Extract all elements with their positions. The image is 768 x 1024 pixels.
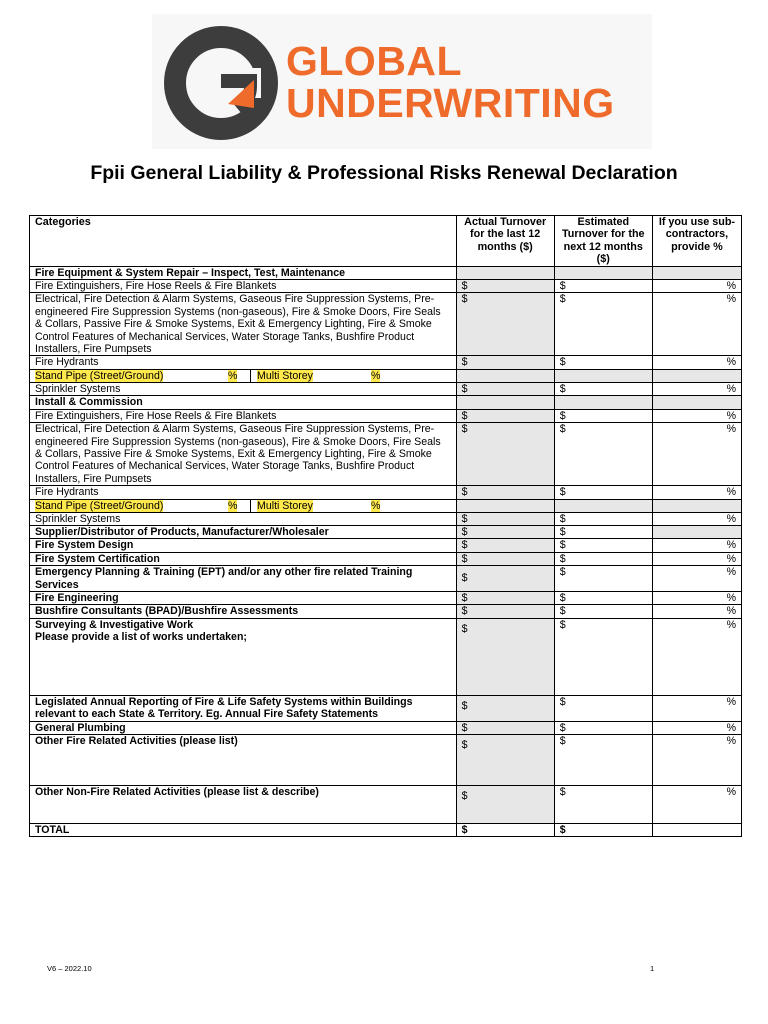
multi-storey-label: Multi Storey bbox=[257, 369, 313, 382]
category-label: Legislated Annual Reporting of Fire & Life Safety Systems within Buildings relevant to each State & Territory. Eg. Annual Fire Safety Statements bbox=[30, 695, 457, 721]
estimated-field[interactable]: $ bbox=[554, 512, 652, 525]
table-row bbox=[30, 566, 742, 592]
category-label: Sprinkler Systems bbox=[30, 382, 457, 395]
stand-pipe-label: Stand Pipe (Street/Ground) bbox=[35, 369, 164, 382]
estimated-field[interactable]: $ bbox=[554, 605, 652, 618]
estimated-field[interactable]: $ bbox=[554, 695, 652, 721]
global-underwriting-logo-icon bbox=[162, 24, 280, 142]
subcontractor-field[interactable]: % bbox=[652, 486, 741, 499]
category-label: General Plumbing bbox=[30, 721, 457, 734]
subcontractor-field[interactable]: % bbox=[652, 605, 741, 618]
actual-field[interactable]: $ bbox=[456, 605, 554, 618]
company-logo bbox=[152, 14, 652, 149]
actual-field[interactable]: $ bbox=[456, 512, 554, 525]
total-estimated-field[interactable]: $ bbox=[554, 824, 652, 837]
estimated-field[interactable]: $ bbox=[554, 721, 652, 734]
actual-field[interactable]: $ bbox=[456, 786, 554, 824]
table-row bbox=[30, 356, 742, 369]
table-row bbox=[30, 591, 742, 604]
estimated-field[interactable]: $ bbox=[554, 786, 652, 824]
estimated-field[interactable]: $ bbox=[554, 552, 652, 565]
category-label: Fire Hydrants bbox=[30, 356, 457, 369]
table-row bbox=[30, 552, 742, 565]
section-label: Install & Commission bbox=[30, 396, 457, 409]
subcontractor-field[interactable]: % bbox=[652, 539, 741, 552]
table-row bbox=[30, 618, 742, 695]
subcontractor-field[interactable]: % bbox=[652, 695, 741, 721]
table-row bbox=[30, 735, 742, 786]
table-row bbox=[30, 382, 742, 395]
actual-field[interactable]: $ bbox=[456, 735, 554, 786]
estimated-field[interactable]: $ bbox=[554, 735, 652, 786]
version-label: V6 – 2022.10 bbox=[47, 964, 92, 973]
actual-field[interactable]: $ bbox=[456, 552, 554, 565]
subcontractor-field[interactable]: % bbox=[652, 280, 741, 293]
actual-field[interactable]: $ bbox=[456, 486, 554, 499]
subcontractor-field[interactable]: % bbox=[652, 423, 741, 486]
table-row bbox=[30, 512, 742, 525]
actual-field[interactable]: $ bbox=[456, 356, 554, 369]
multi-storey-percent-field[interactable]: % bbox=[371, 369, 381, 382]
actual-field[interactable]: $ bbox=[456, 409, 554, 422]
surveying-label: Surveying & Investigative Work bbox=[35, 618, 194, 631]
header-categories: Categories bbox=[30, 216, 457, 267]
subcontractor-field[interactable]: % bbox=[652, 591, 741, 604]
actual-field[interactable]: $ bbox=[456, 280, 554, 293]
table-row bbox=[30, 695, 742, 721]
header-actual-turnover: Actual Turnover for the last 12 months ($) bbox=[456, 216, 554, 267]
section-row bbox=[30, 396, 742, 409]
category-label bbox=[30, 618, 457, 695]
category-label: Fire System Design bbox=[30, 539, 457, 552]
category-label: Electrical, Fire Detection & Alarm Systems, Gaseous Fire Suppression Systems, Pre-engineered Fire Suppression Systems (non-gaseous), Fire & Smoke Doors, Fire Seals & Collars, Passive Fire & Smoke Systems, Exit & Emergency Lighting, Fire & Smoke Control Features of Mechanical Services, Water Storage Tanks, Bushfire Product Installers, Fire Pumpsets bbox=[30, 293, 457, 356]
table-row bbox=[30, 293, 742, 356]
actual-field[interactable]: $ bbox=[456, 591, 554, 604]
page-number: 1 bbox=[650, 964, 655, 973]
category-label: Sprinkler Systems bbox=[30, 512, 457, 525]
estimated-field[interactable]: $ bbox=[554, 591, 652, 604]
table-header-row bbox=[30, 216, 742, 267]
actual-field[interactable]: $ bbox=[456, 566, 554, 592]
estimated-field[interactable]: $ bbox=[554, 382, 652, 395]
category-label: Fire Extinguishers, Fire Hose Reels & Fire Blankets bbox=[30, 409, 457, 422]
table-row bbox=[30, 423, 742, 486]
estimated-field[interactable]: $ bbox=[554, 566, 652, 592]
estimated-field[interactable]: $ bbox=[554, 486, 652, 499]
table-row bbox=[30, 525, 742, 538]
table-row bbox=[30, 721, 742, 734]
table-row bbox=[30, 539, 742, 552]
header-estimated-turnover: Estimated Turnover for the next 12 months ($) bbox=[554, 216, 652, 267]
surveying-note: Please provide a list of works undertaken; bbox=[35, 631, 247, 644]
table-row bbox=[30, 786, 742, 824]
category-label: Fire System Certification bbox=[30, 552, 457, 565]
subcontractor-field[interactable]: % bbox=[652, 356, 741, 369]
stand-pipe-row bbox=[30, 369, 742, 382]
actual-field[interactable]: $ bbox=[456, 423, 554, 486]
actual-field[interactable]: $ bbox=[456, 525, 554, 538]
subcontractor-field[interactable]: % bbox=[652, 552, 741, 565]
category-label: Other Non-Fire Related Activities (please list & describe) bbox=[30, 786, 457, 824]
estimated-field[interactable]: $ bbox=[554, 423, 652, 486]
table-row bbox=[30, 486, 742, 499]
actual-field[interactable]: $ bbox=[456, 695, 554, 721]
subcontractor-field[interactable]: % bbox=[652, 512, 741, 525]
estimated-field[interactable]: $ bbox=[554, 280, 652, 293]
multi-storey-label: Multi Storey bbox=[257, 499, 313, 512]
subcontractor-field[interactable]: % bbox=[652, 735, 741, 786]
stand-pipe-percent-field[interactable]: % bbox=[228, 499, 238, 512]
category-label: Supplier/Distributor of Products, Manufacturer/Wholesaler bbox=[30, 525, 457, 538]
subcontractor-field[interactable]: % bbox=[652, 786, 741, 824]
total-label: TOTAL bbox=[30, 824, 457, 837]
section-label: Fire Equipment & System Repair – Inspect, Test, Maintenance bbox=[30, 266, 457, 279]
subcontractor-field[interactable]: % bbox=[652, 409, 741, 422]
brand-name: GLOBAL UNDERWRITING bbox=[286, 38, 615, 126]
subcontractor-field[interactable]: % bbox=[652, 382, 741, 395]
total-actual-field[interactable]: $ bbox=[456, 824, 554, 837]
actual-field[interactable]: $ bbox=[456, 293, 554, 356]
category-label: Fire Engineering bbox=[30, 591, 457, 604]
category-label: Bushfire Consultants (BPAD)/Bushfire Assessments bbox=[30, 605, 457, 618]
table-row bbox=[30, 280, 742, 293]
estimated-field[interactable]: $ bbox=[554, 618, 652, 695]
stand-pipe-percent-field[interactable]: % bbox=[228, 369, 238, 382]
subcontractor-field[interactable]: % bbox=[652, 721, 741, 734]
stand-pipe-label: Stand Pipe (Street/Ground) bbox=[35, 499, 164, 512]
header-subcontractors: If you use sub-contractors, provide % bbox=[652, 216, 741, 267]
category-label: Emergency Planning & Training (EPT) and/or any other fire related Training Services bbox=[30, 566, 457, 592]
estimated-field[interactable]: $ bbox=[554, 293, 652, 356]
estimated-field[interactable]: $ bbox=[554, 525, 652, 538]
category-label: Electrical, Fire Detection & Alarm Systems, Gaseous Fire Suppression Systems, Pre-engineered Fire Suppression Systems (non-gaseous), Fire & Smoke Doors, Fire Seals & Collars, Passive Fire & Smoke Systems, Exit & Emergency Lighting, Fire & Smoke Control Features of Mechanical Services, Water Storage Tanks, Bushfire Product Installers, Fire Pumpsets bbox=[30, 423, 457, 486]
estimated-field[interactable]: $ bbox=[554, 539, 652, 552]
subcontractor-field[interactable]: % bbox=[652, 618, 741, 695]
actual-field[interactable]: $ bbox=[456, 382, 554, 395]
category-label: Fire Hydrants bbox=[30, 486, 457, 499]
multi-storey-percent-field[interactable]: % bbox=[371, 499, 381, 512]
estimated-field[interactable]: $ bbox=[554, 409, 652, 422]
actual-field[interactable]: $ bbox=[456, 618, 554, 695]
declaration-table bbox=[29, 215, 742, 837]
estimated-field[interactable]: $ bbox=[554, 356, 652, 369]
table-row bbox=[30, 605, 742, 618]
category-label: Other Fire Related Activities (please list) bbox=[30, 735, 457, 786]
subcontractor-field[interactable]: % bbox=[652, 566, 741, 592]
document-title: Fpii General Liability & Professional Risks Renewal Declaration bbox=[90, 162, 678, 184]
stand-pipe-row bbox=[30, 499, 742, 512]
table-row bbox=[30, 409, 742, 422]
actual-field[interactable]: $ bbox=[456, 721, 554, 734]
subcontractor-field[interactable]: % bbox=[652, 293, 741, 356]
total-row bbox=[30, 824, 742, 837]
section-row bbox=[30, 266, 742, 279]
category-label: Fire Extinguishers, Fire Hose Reels & Fire Blankets bbox=[30, 280, 457, 293]
actual-field[interactable]: $ bbox=[456, 539, 554, 552]
